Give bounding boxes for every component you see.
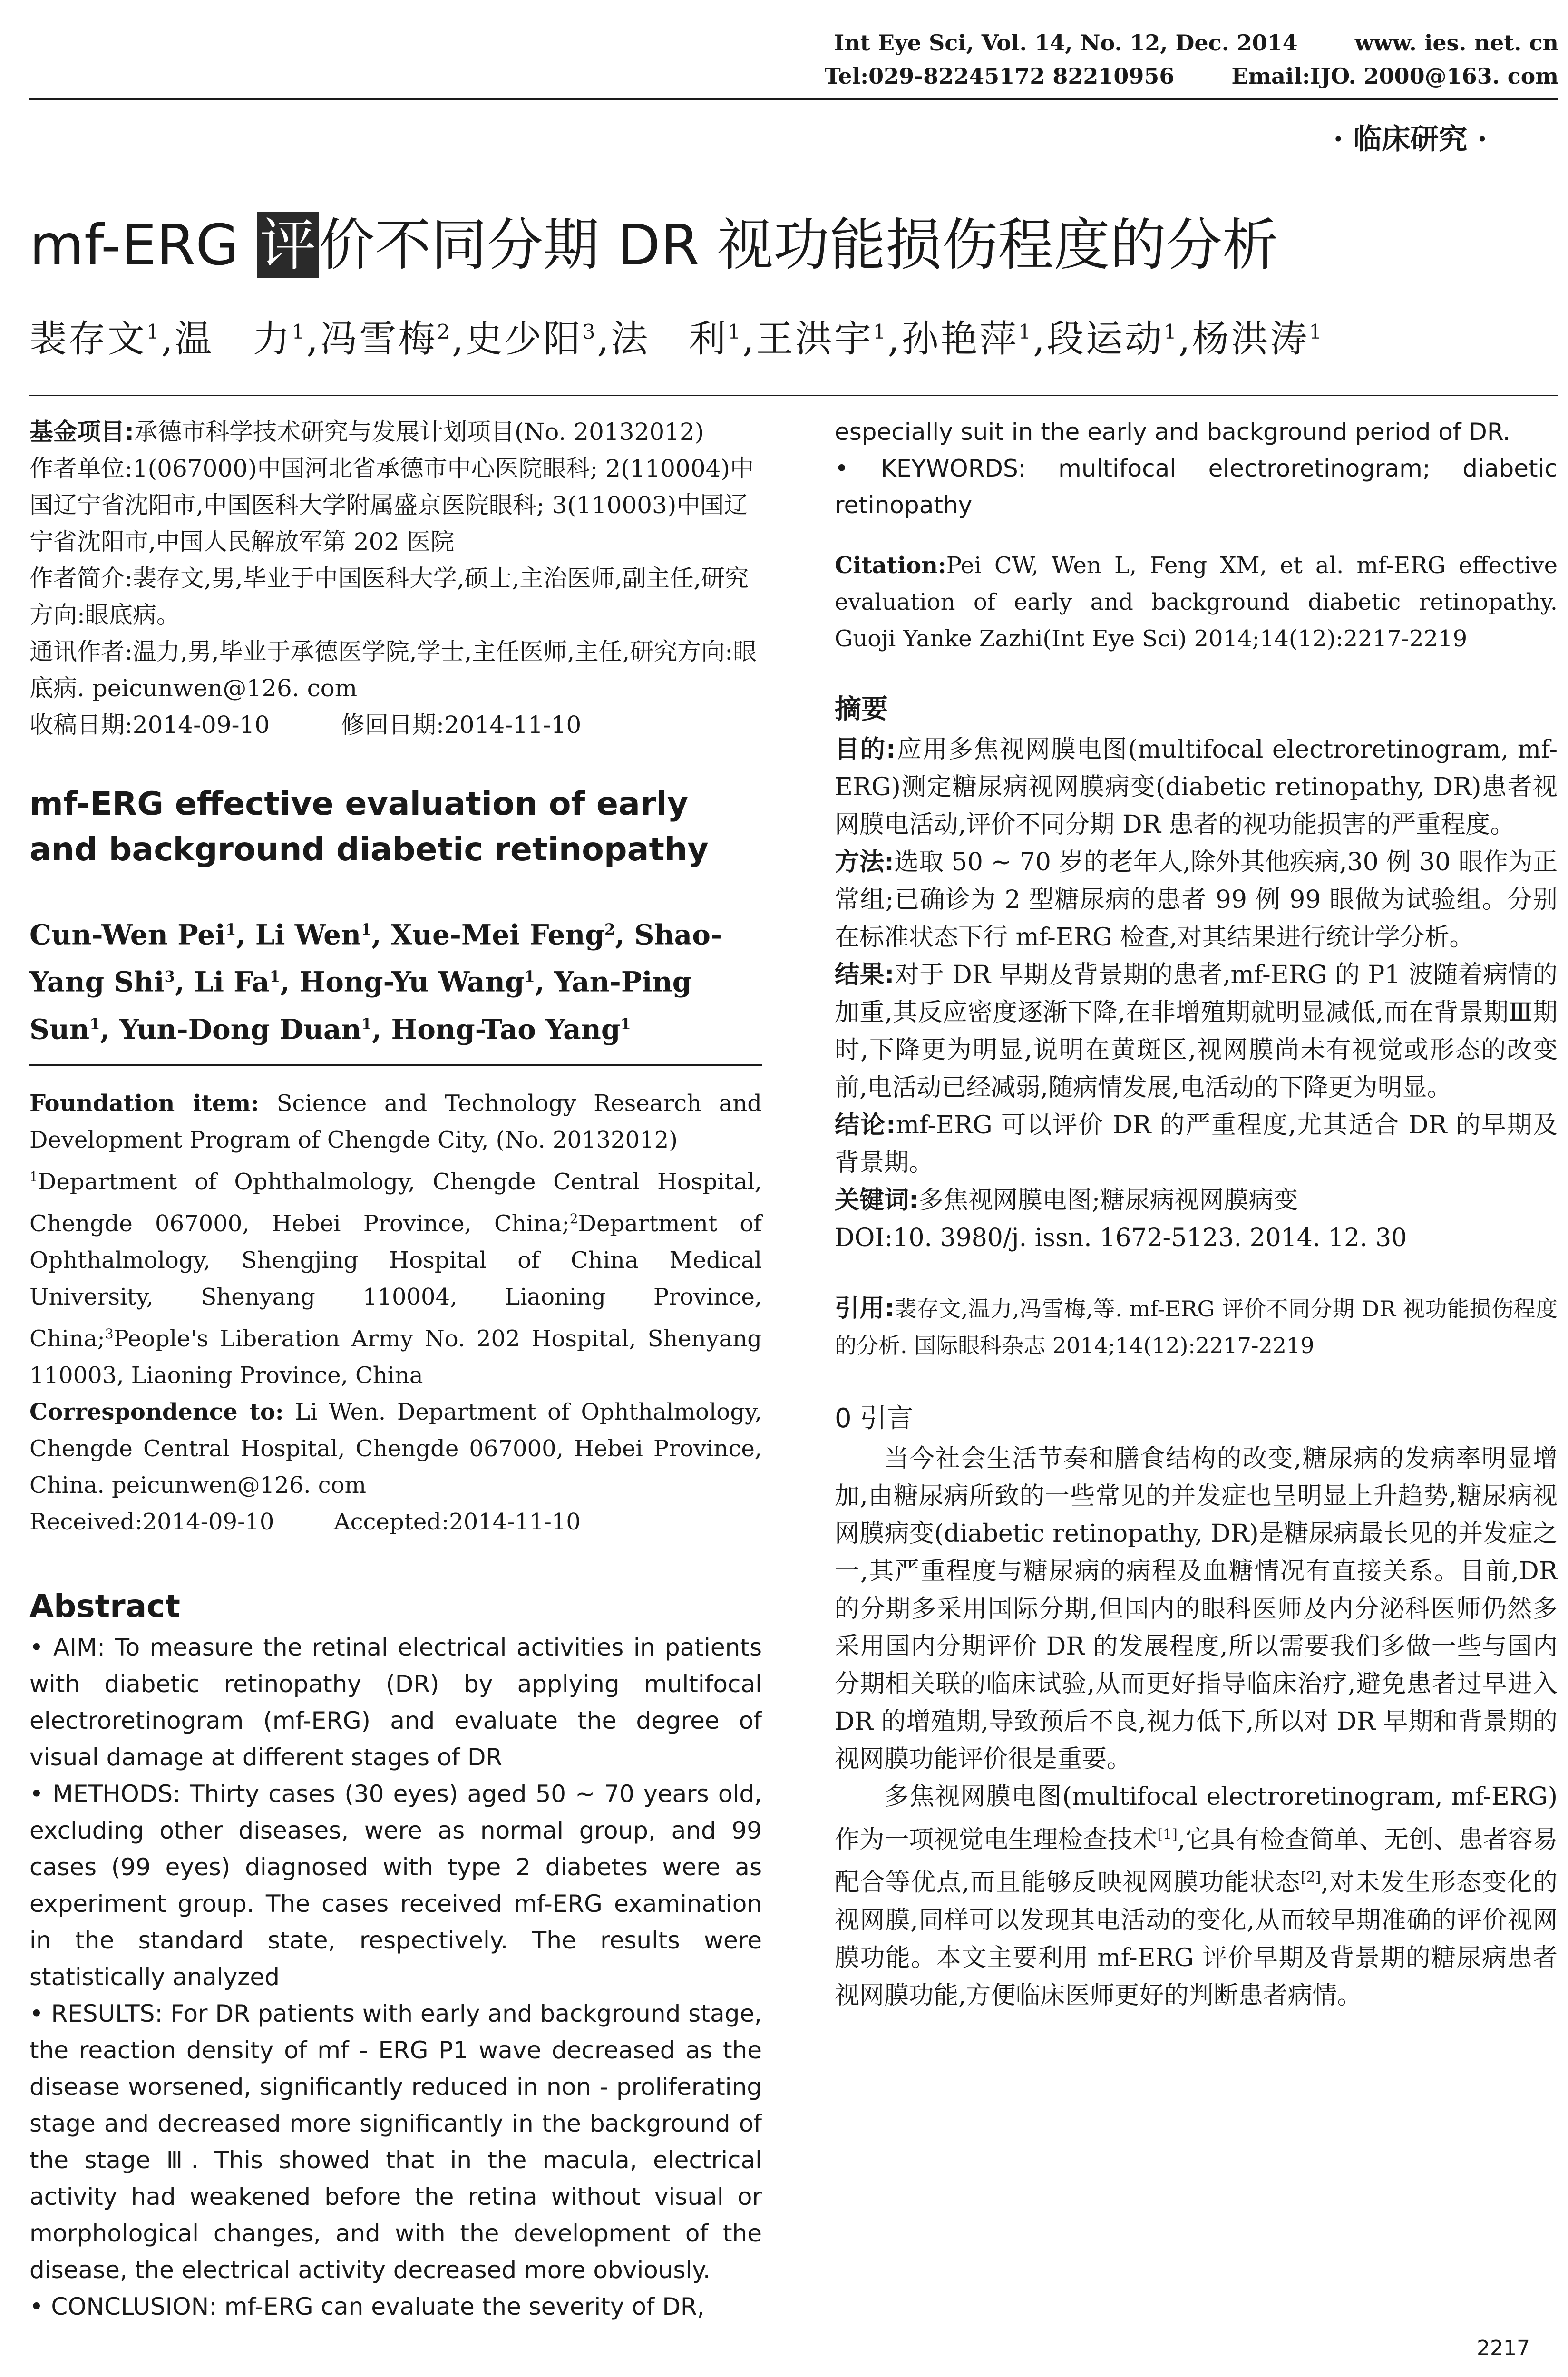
section-tag: · 临床研究 · — [1333, 123, 1487, 156]
author: 裴存文 — [29, 318, 147, 360]
authors-zh: 裴存文$^1$,温 力$^1$,冯雪梅$^2$,史少阳$^3$,法 利$^1$,王洪宇$^1$,孙艳萍$^1$,段运动$^1$,杨洪涛$^1$ — [29, 318, 1324, 360]
authors-rule — [29, 1064, 762, 1066]
abstract-aim: • AIM: To measure the retinal electrical activities in patients with diabetic retinopathy (DR) by applying multifocal electroretinogram (mf-ERG) and evaluate the degree of visual damage at different stages of DR — [29, 1633, 762, 1771]
title-rule — [29, 395, 1558, 396]
author: 冯雪梅 — [320, 318, 438, 360]
journal-website: www. ies. net. cn — [1354, 30, 1558, 56]
author: 温 力 — [175, 318, 292, 360]
left-column — [29, 414, 762, 2325]
author: 杨洪涛 — [1192, 318, 1309, 360]
fund-text: 承德市科学技术研究与发展计划项目(No. 20132012) — [134, 418, 704, 446]
title-rest: 价不同分期 DR 视功能损伤程度的分析 — [319, 212, 1278, 278]
abstract-en-continued — [835, 414, 1558, 524]
abstract-results: • RESULTS: For DR patients with early and background stage, the reaction density of mf - ERG P1 wave decreased as the disease worsened, significantly reduced in non - proliferating stage and decreased more significantly in the background of the stage Ⅲ. This showed that in the macula, electrical activity had weakened before the retina without visual or morphological changes, and with the development of the disease, the electrical activity decreased more obviously. — [29, 1999, 762, 2284]
journal-line: Int Eye Sci, Vol. 14, No. 12, Dec. 2014 — [834, 30, 1298, 56]
author: 段运动 — [1046, 318, 1164, 360]
abstract-methods: • METHODS: Thirty cases (30 eyes) aged 50 ~ 70 years old, excluding other diseases, were as normal group, and 99 cases (99 eyes) diagnosed with type 2 diabetes were as experiment group. The cases received mf-ERG examination in the standard state, respectively. The results were statistically analyzed — [29, 1780, 762, 1991]
article-title — [29, 200, 1278, 281]
header-rule — [29, 98, 1558, 100]
intro-heading: 0 引言 — [835, 1403, 914, 1434]
abstract-zh: 目的:应用多焦视网膜电图(multifocal electroretinogram, mf-ERG)测定糖尿病视网膜病变(diabetic retinopathy, DR)患者视网膜电活动,评价不同分期 DR 患者的视功能损害的严重程度。 方法:选取 50 ~ 70 岁的老年人,除外其他疾病,30 例 30 眼作为正常组;已确诊为 2 型糖尿病的患者 99 例 99 眼做为试验组。分别在标准状态下行 mf-ERG 检查,对其结果进行统计学分析。 结果:对于 DR 早期及背景期的患者,mf-ERG 的 P1 波随着病情的加重,其反应密度逐渐下降,在非增殖期就明显减低,而在背景期Ⅲ期时,下降更为明显,说明在黄斑区,视网膜尚未有视觉或形态的改变前,电活动已经减弱,随病情发展,电活动的下降更为明显。 结论:mf-ERG 可以评价 DR 的严重程度,尤其适合 DR 的早期及背景期。 关键词:多焦视网膜电图;糖尿病视网膜病变 DOI:10. 3980/j. issn. 1672-5123. 2014. 12. 30 — [835, 731, 1558, 1257]
abstract-conclusion-cont: especially suit in the early and background period of DR. — [835, 418, 1510, 446]
foundation-en: Foundation item: Science and Technology Research and Development Program of Chengde City, (No. 20132012) $^1$Department of Ophthalmology, Chengde Central Hospital, Chengde 067000, Hebei Province, China;$^2$Department of Ophthalmology, Shengjing Hospital of China Medical University, Shenyang 110004, Liaoning Province, China;$^3$People's Liberation Army No. 202 Hospital, Shenyang 110003, Liaoning Province, China Correspondence to: Li Wen. Department of Ophthalmology, Chengde Central Hospital, Chengde 067000, Hebei Province, China. peicunwen@126. com Received:2014-09-10 Accepted:2014-11-10 — [29, 1090, 762, 1535]
doi: DOI:10. 3980/j. issn. 1672-5123. 2014. 12. 30 — [835, 1224, 1407, 1252]
intro-paragraph-1: 当今社会生活节奏和膳食结构的改变,糖尿病的发病率明显增加,由糖尿病所致的一些常见的并发症也呈明显上升趋势,糖尿病视网膜病变(diabetic retinopathy, DR)是糖尿病最长见的并发症之一,其严重程度与糖尿病的病程及血糖情况有直接关系。目前,DR 的分期多采用国际分期,但国内的眼科医师及内分泌科医师仍然多采用国内分期评价 DR 的发展程度,所以需要我们多做一些与国内分期相关联的临床试验,从而更好指导临床治疗,避免患者过早进入 DR 的增殖期,导致预后不良,视力低下,所以对 DR 早期和背景期的视网膜功能评价很是重要。 — [835, 1444, 1558, 1773]
abstract-en — [29, 1629, 762, 2325]
page-number: 2217 — [1477, 2336, 1530, 2360]
intro-body — [835, 1440, 1558, 2015]
author: 王洪宇 — [756, 318, 873, 360]
intro-paragraph-2: 多焦视网膜电图(multifocal electroretinogram, mf-ERG)作为一项视觉电生理检查技术[1],它具有检查简单、无创、患者容易配合等优点,而且能够反映视网膜功能状态[2],对未发生形态变化的视网膜,同样可以发现其电活动的变化,从而较早期准确的评价视网膜功能。本文主要利用 mf-ERG 评价早期及背景期的糖尿病患者视网膜功能,方便临床医师更好的判断患者病情。 — [835, 1783, 1558, 2010]
article-title-en: mf-ERG effective evaluation of early and background diabetic retinopathy — [29, 785, 709, 868]
citation-en: Citation:Pei CW, Wen L, Feng XM, et al. mf-ERG effective evaluation of early and background diabetic retinopathy. Guoji Yanke Zazhi(Int Eye Sci) 2014;14(12):2217-2219 — [835, 552, 1558, 652]
abstract-conclusion: • CONCLUSION: mf-ERG can evaluate the severity of DR, — [29, 2292, 705, 2320]
journal-email: Email:IJO. 2000@163. com — [1231, 63, 1558, 89]
title-prefix: mf-ERG — [29, 212, 257, 278]
author: 孙艳萍 — [901, 318, 1019, 360]
author: 史少阳 — [465, 318, 583, 360]
affiliation-text: 1(067000)中国河北省承德市中心医院眼科; 2(110004)中国辽宁省沈阳市,中国医科大学附属盛京医院眼科; 3(110003)中国辽宁省沈阳市,中国人民解放军第 202 医院 — [29, 455, 754, 555]
journal-tel: Tel:029-82245172 82210956 — [824, 63, 1175, 89]
journal-header — [824, 26, 1558, 93]
abstract-zh-heading: 摘要 — [835, 694, 888, 725]
right-column — [835, 414, 1558, 2015]
correspondence-text: 温力,男,毕业于承德医学院,学士,主任医师,主任,研究方向:眼底病. peicunwen@126. com — [29, 638, 757, 702]
authors-en: Cun-Wen Pei$^1$, Li Wen$^1$, Xue-Mei Feng$^2$, Shao-Yang Shi$^3$, Li Fa$^1$, Hong-Yu Wang$^1$, Yan-Ping Sun$^1$, Yun-Dong Duan$^1$, Hong-Tao Yang$^1$ — [29, 918, 722, 1045]
title-highlight: 评 — [257, 212, 319, 278]
abstract-heading: Abstract — [29, 1588, 180, 1625]
bio-text: 裴存文,男,毕业于中国医科大学,硕士,主治医师,副主任,研究方向:眼底病。 — [29, 565, 749, 629]
author: 法 利 — [611, 318, 728, 360]
citation-zh: 引用:裴存文,温力,冯雪梅,等. mf-ERG 评价不同分期 DR 视功能损伤程度的分析. 国际眼科杂志 2014;14(12):2217-2219 — [835, 1294, 1558, 1358]
article-info-zh: 基金项目:承德市科学技术研究与发展计划项目(No. 20132012) 作者单位:1(067000)中国河北省承德市中心医院眼科; 2(110004)中国辽宁省沈阳市,中国医科大学附属盛京医院眼科; 3(110003)中国辽宁省沈阳市,中国人民解放军第 202 医院 作者简介:裴存文,男,毕业于中国医科大学,硕士,主治医师,副主任,研究方向:眼底病。 通讯作者:温力,男,毕业于承德医学院,学士,主任医师,主任,研究方向:眼底病. peicunwen@126. com 收稿日期:2014-09-10 修回日期:2014-11-10 — [29, 418, 757, 739]
abstract-keywords: • KEYWORDS: multifocal electroretinogram; diabetic retinopathy — [835, 455, 1558, 519]
